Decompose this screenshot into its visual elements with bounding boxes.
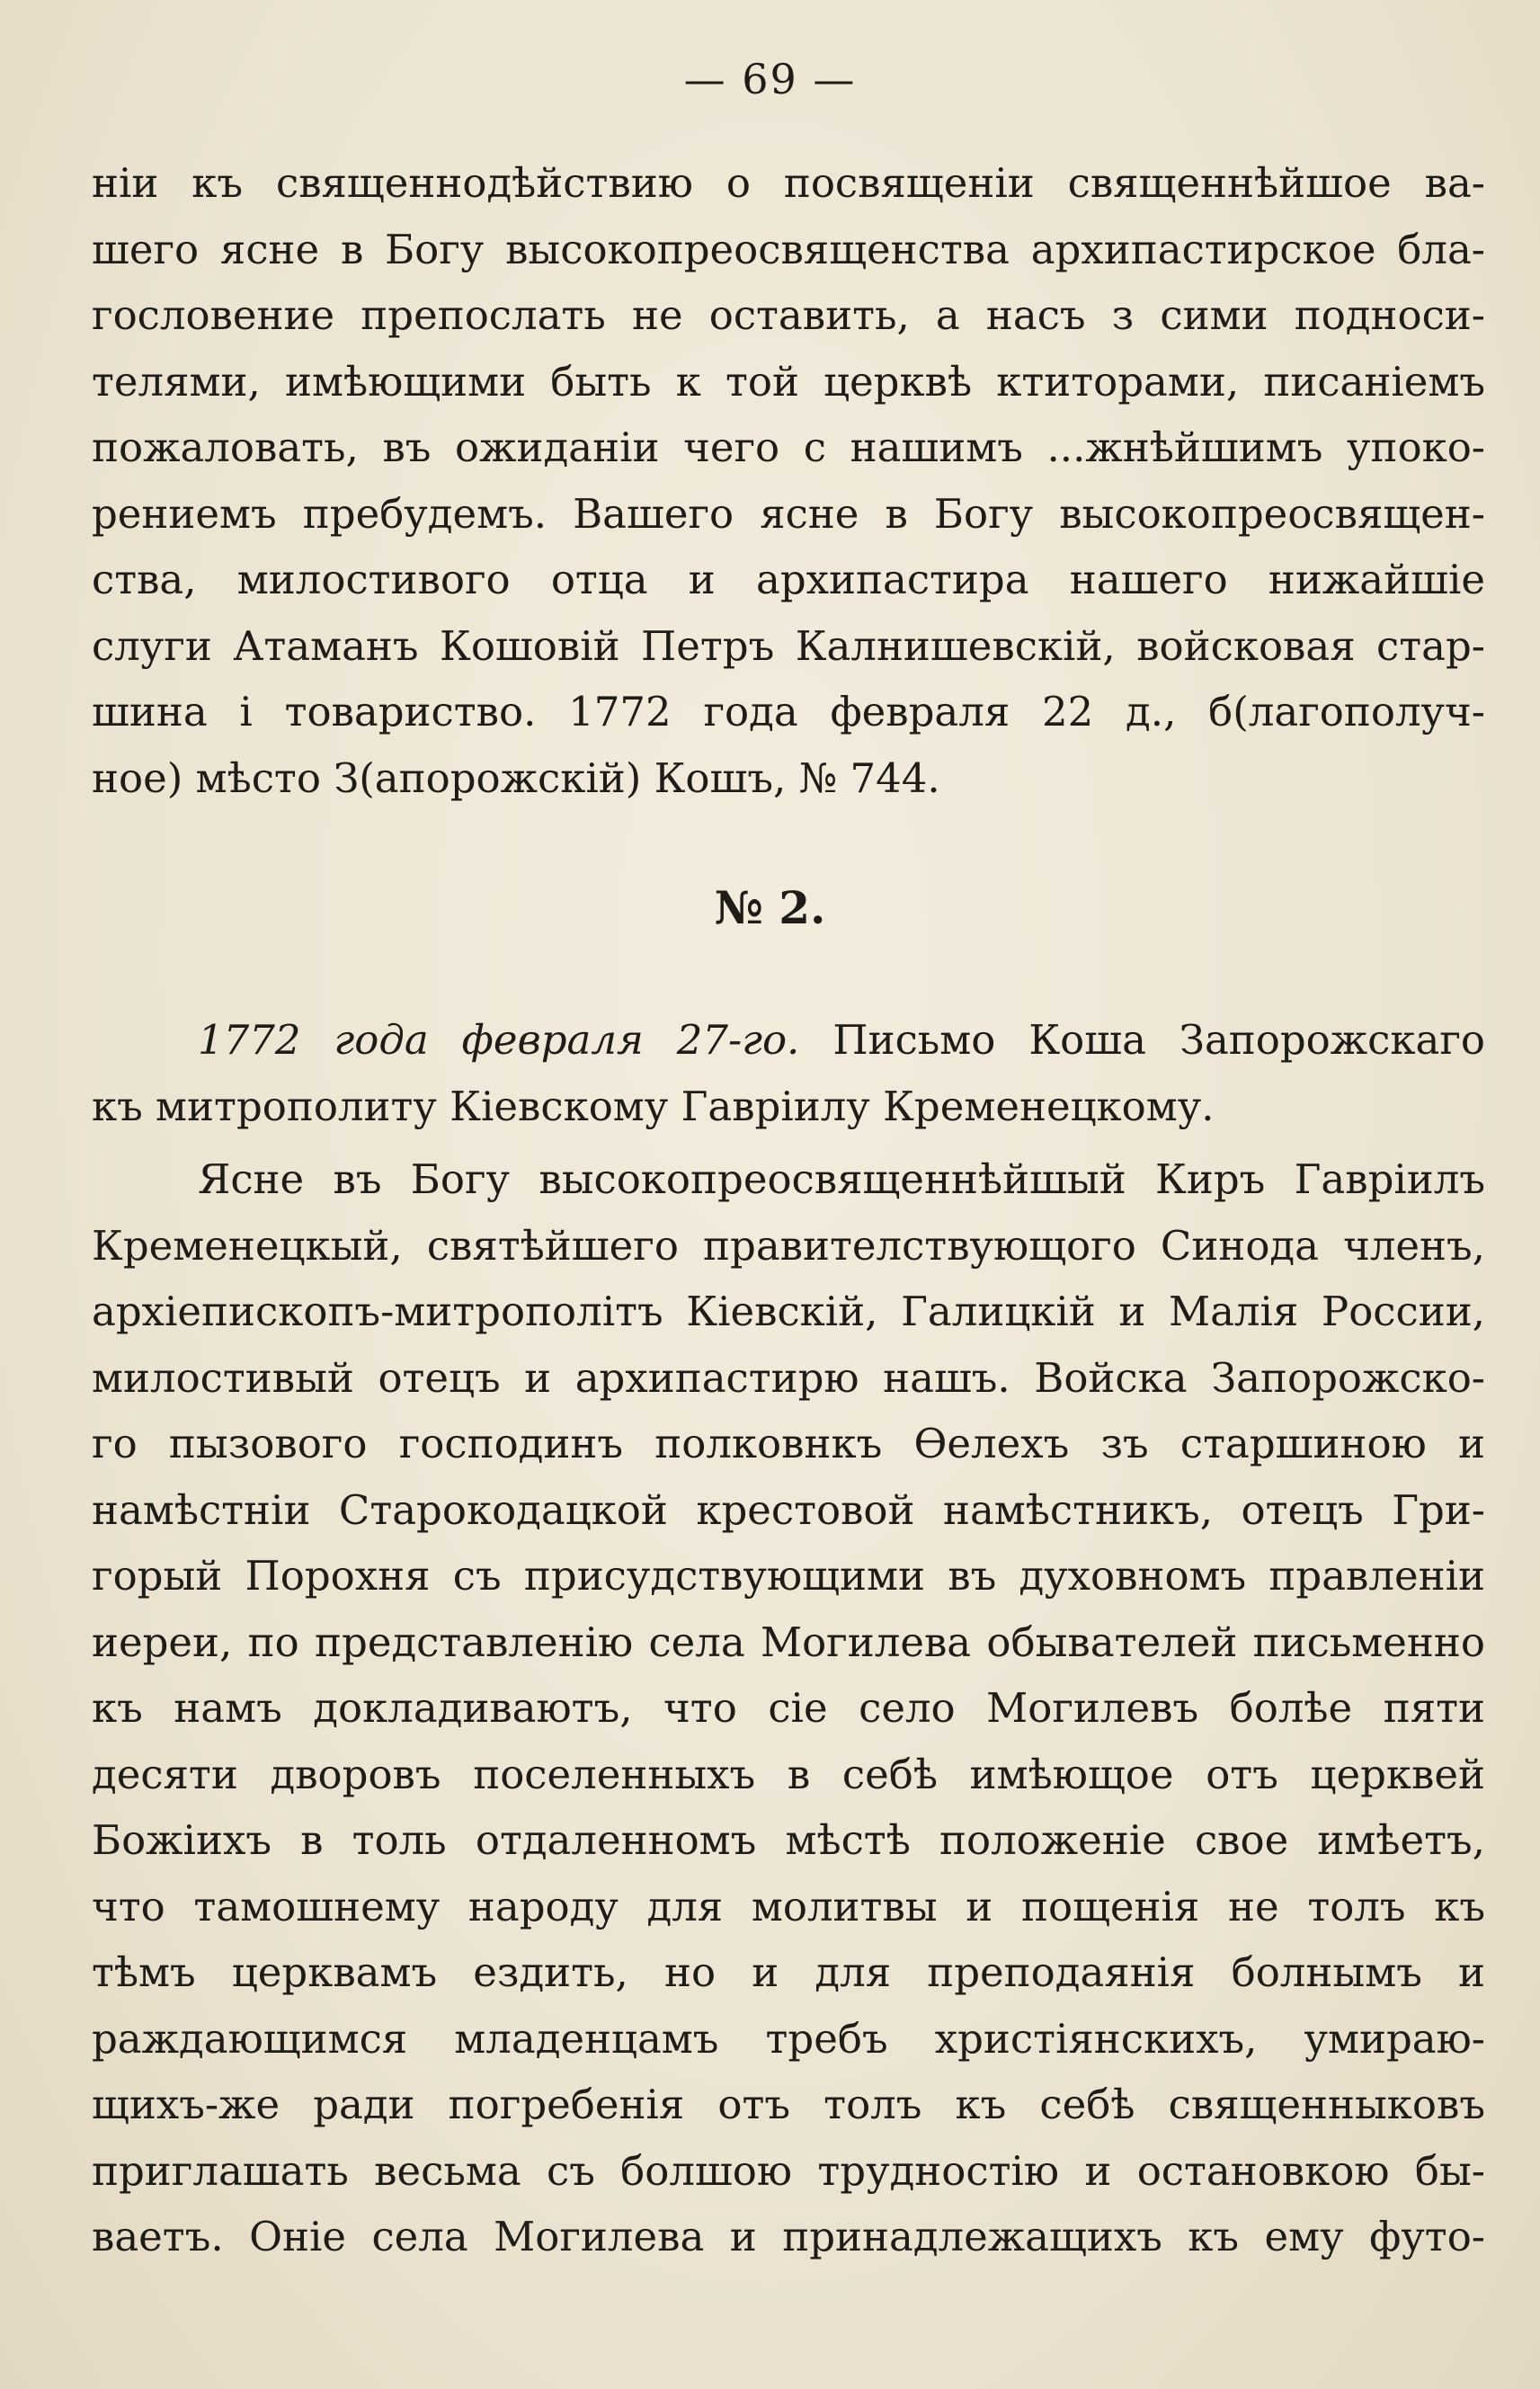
document-heading: № 2. bbox=[714, 881, 826, 934]
document-date: 1772 года февраля 27-го. bbox=[198, 1016, 800, 1064]
text-line: ніи къ священнодѣйствию о посвященіи священнѣйшое ва- bbox=[92, 159, 1485, 207]
text-line: Кременецкый, святѣйшего правителствующого Синода членъ, bbox=[92, 1221, 1485, 1270]
text-line: тѣмъ церквамъ ездить, но и для преподаянія болнымъ и bbox=[92, 1948, 1485, 1996]
text-line: рениемъ пребудемъ. Вашего ясне в Богу высокопреосвящен- bbox=[92, 489, 1485, 538]
text-line: архіепископъ-митрополітъ Кіевскій, Галицкій и Малія России, bbox=[92, 1288, 1485, 1335]
text-line: къ намъ докладиваютъ, что сіе село Могилевъ болѣе пяти bbox=[92, 1684, 1485, 1732]
text-line: милостивый отецъ и архипастирю нашъ. Войска Запорожско- bbox=[92, 1353, 1485, 1402]
document-title-text: Письмо Коша Запорожскаго bbox=[799, 1016, 1485, 1064]
document-title bbox=[92, 1007, 1485, 1139]
title-line: къ митрополиту Кіевскому Гавріилу Кременецкому. bbox=[92, 1082, 1215, 1130]
text-line: Божіихъ в толь отдаленномъ мѣстѣ положеніе свое имѣетъ, bbox=[92, 1816, 1485, 1864]
text-line: слуги Атаманъ Кошовій Петръ Калнишевскій, войсковая стар- bbox=[92, 621, 1485, 670]
page-number: — 69 — bbox=[683, 55, 857, 103]
letter-body bbox=[92, 1146, 1485, 2270]
text-line: раждающимся младенцамъ требъ христіянскихъ, умираю- bbox=[92, 2014, 1485, 2063]
text-line: приглашать весьма съ болшою трудностію и остановкою бы- bbox=[92, 2146, 1485, 2195]
text-line: пожаловать, въ ожиданіи чего с нашимъ ...жнѣйшимъ упоко- bbox=[92, 423, 1485, 471]
text-line: гословение препослать не оставить, а насъ з сими подноси- bbox=[92, 291, 1485, 339]
text-line: телями, имѣющими быть к той церквѣ ктиторами, писаніемъ bbox=[92, 357, 1485, 406]
text-line: горый Порохня съ присудствующими въ духовномъ правленіи bbox=[92, 1552, 1485, 1600]
text-line: что тамошнему народу для молитвы и пощенія не толъ къ bbox=[92, 1882, 1485, 1930]
text-line: десяти дворовъ поселенныхъ в себѣ имѣющое отъ церквей bbox=[92, 1750, 1485, 1798]
text-line: го пызового господинъ полковнкъ Ѳелехъ зъ старшиною и bbox=[92, 1420, 1485, 1467]
text-line: шина і товариство. 1772 года февраля 22 д., б(лагополуч- bbox=[92, 688, 1485, 735]
text-line: намѣстніи Старокодацкой крестовой намѣстникъ, отецъ Гри- bbox=[92, 1485, 1485, 1534]
text-line: шего ясне в Богу высокопреосвященства архипастирское бла- bbox=[92, 225, 1485, 273]
text-line: иереи, по представленію села Могилева обывателей письменно bbox=[92, 1618, 1485, 1666]
text-line: Ясне въ Богу высокопреосвященнѣйшый Киръ Гавріилъ bbox=[198, 1155, 1485, 1203]
text-line: ное) мѣсто З(апорожскій) Кошъ, № 744. bbox=[92, 753, 940, 802]
text-line: ваетъ. Оніе села Могилева и принадлежащихъ къ ему футо- bbox=[92, 2213, 1485, 2260]
title-line bbox=[92, 1007, 1485, 1074]
text-line: щихъ-же ради погребенія отъ толъ къ себѣ священныковъ bbox=[92, 2081, 1485, 2128]
paragraph-continuation bbox=[92, 150, 1485, 811]
text-line: ства, милостивого отца и архипастира нашего нижайшіе bbox=[92, 556, 1485, 603]
